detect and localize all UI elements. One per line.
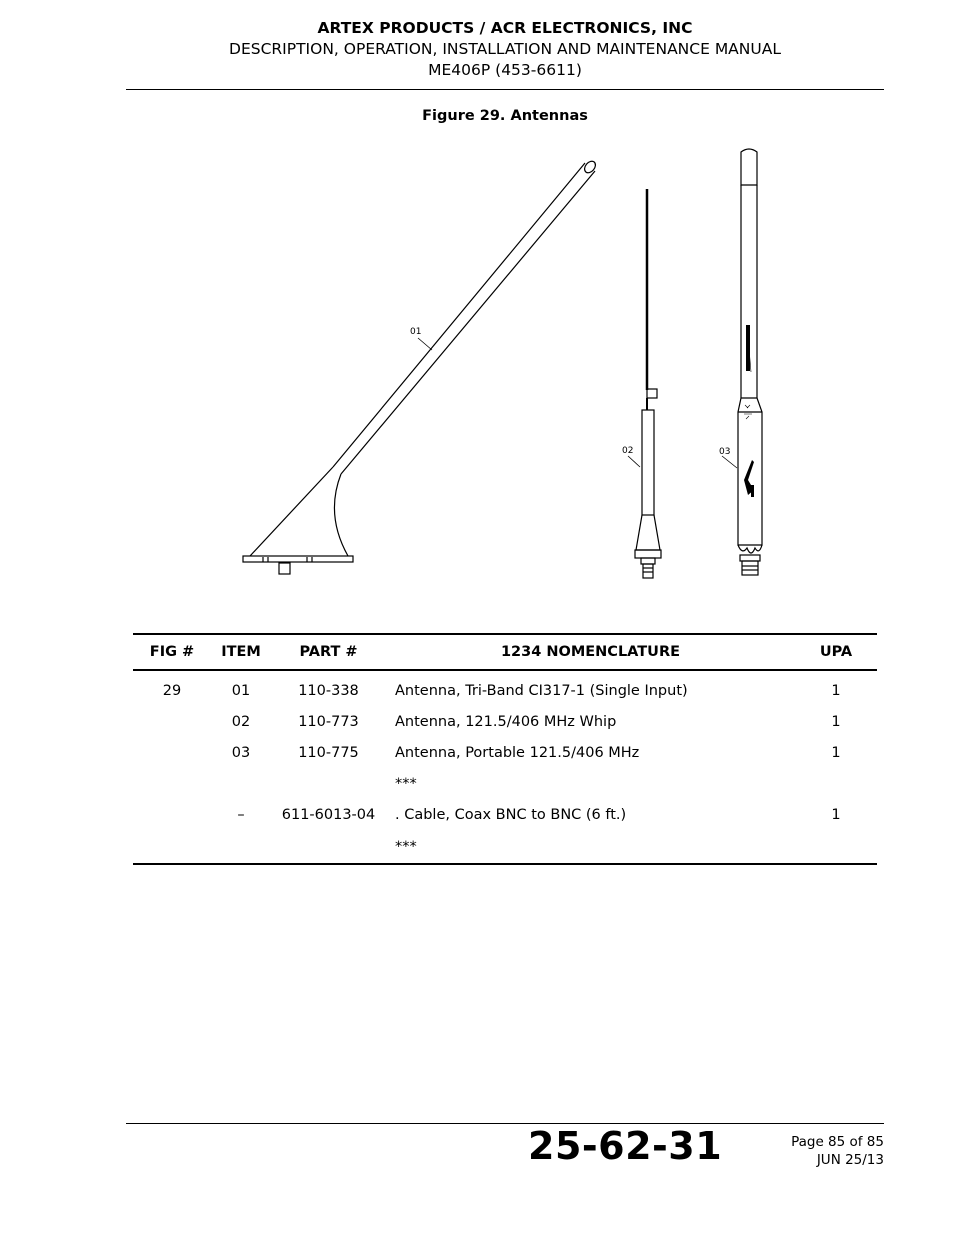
cell-nomenclature: Antenna, Portable 121.5/406 MHz <box>395 744 640 761</box>
antenna-03-drawing <box>722 149 762 575</box>
cell-part: 110-775 <box>298 744 359 761</box>
cell-item: 01 <box>231 682 251 699</box>
cell-upa: 1 <box>831 744 841 761</box>
model-number: ME406P (453-6611) <box>428 61 582 79</box>
table-row <box>133 799 877 830</box>
col-header-nomenclature: 1234 NOMENCLATURE <box>500 644 681 660</box>
manual-title: DESCRIPTION, OPERATION, INSTALLATION AND MAINTENANCE MANUAL <box>229 40 781 58</box>
figure-title: Figure 29. Antennas <box>422 108 588 124</box>
cell-fig <box>133 768 211 799</box>
footer-divider <box>126 1123 884 1124</box>
table-row <box>133 768 877 799</box>
table-header-row <box>133 634 877 670</box>
cell-nomenclature: Antenna, 121.5/406 MHz Whip <box>395 713 617 730</box>
col-header-part: PART # <box>299 644 358 660</box>
page-number: Page 85 of 85 <box>791 1134 884 1150</box>
antenna-02-drawing <box>628 189 661 578</box>
cell-part <box>271 768 386 799</box>
cell-fig: 29 <box>162 682 182 699</box>
cell-item <box>211 830 271 864</box>
cell-item: – <box>237 806 245 823</box>
callout-01: 01 <box>410 327 422 337</box>
revision-date: JUN 25/13 <box>816 1152 884 1168</box>
cell-upa: 1 <box>831 682 841 699</box>
cell-part <box>271 830 386 864</box>
cell-nomenclature: . Cable, Coax BNC to BNC (6 ft.) <box>395 806 627 823</box>
callout-03: 03 <box>719 447 731 457</box>
cell-part: 611-6013-04 <box>281 806 376 823</box>
cell-upa: 1 <box>831 713 841 730</box>
col-header-upa: UPA <box>819 644 853 660</box>
cell-fig <box>133 830 211 864</box>
cell-item <box>211 768 271 799</box>
cell-part: 110-338 <box>298 682 359 699</box>
company-name: ARTEX PRODUCTS / ACR ELECTRONICS, INC <box>317 19 693 37</box>
cell-nomenclature: *** <box>395 775 417 792</box>
cell-upa <box>795 768 877 799</box>
table-row <box>133 706 877 737</box>
page-info <box>791 1133 884 1169</box>
cell-nomenclature: Antenna, Tri-Band CI317-1 (Single Input) <box>395 682 688 699</box>
parts-list-table <box>133 633 877 865</box>
cell-upa: 1 <box>831 806 841 823</box>
col-header-fig: FIG # <box>149 644 195 660</box>
cell-fig <box>133 799 211 830</box>
callout-02: 02 <box>622 446 634 456</box>
header-divider <box>126 89 884 90</box>
table-row <box>133 830 877 864</box>
cell-part: 110-773 <box>298 713 359 730</box>
cell-fig <box>133 706 211 737</box>
col-header-item: ITEM <box>221 644 261 660</box>
table-row <box>133 737 877 768</box>
antennas-illustration <box>0 140 954 585</box>
cell-item: 02 <box>231 713 251 730</box>
cell-nomenclature: *** <box>395 838 417 855</box>
page-header <box>0 18 954 81</box>
cell-fig <box>133 737 211 768</box>
document-number: 25-62-31 <box>528 1124 723 1168</box>
table-row <box>133 670 877 706</box>
antenna-01-drawing <box>243 159 598 574</box>
cell-item: 03 <box>231 744 251 761</box>
cell-upa <box>795 830 877 864</box>
